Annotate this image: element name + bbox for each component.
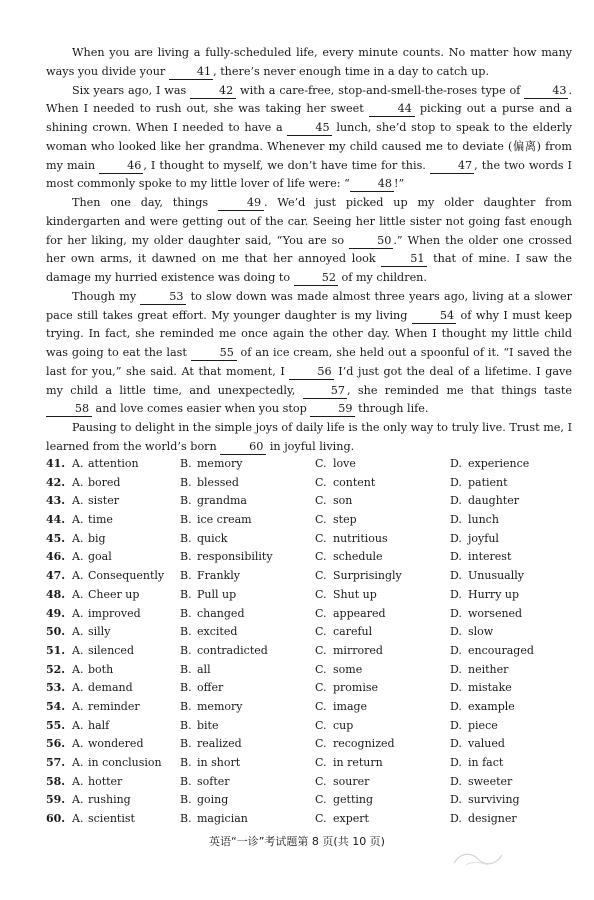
option-letter-a: A. (72, 812, 84, 826)
passage-text: , there’s never enough time in a day to catch up. (213, 64, 489, 78)
option-letter-c: C. (315, 531, 327, 545)
option-letter-d: D. (450, 699, 462, 713)
option-d-text: mistake (468, 681, 512, 695)
passage-text: Then one day, things (72, 196, 218, 209)
option-c-text: some (333, 662, 363, 676)
option-d-text: sweeter (468, 774, 513, 788)
option-letter-b: B. (180, 756, 192, 769)
passage-text: and love comes easier when you stop (92, 402, 311, 416)
option-letter-c: C. (315, 662, 327, 676)
option-c-text: nutritious (333, 531, 388, 545)
option-letter-c: C. (315, 513, 327, 527)
option-a-text: rushing (88, 793, 131, 807)
option-row (46, 698, 576, 717)
blank-53: 53 (140, 289, 186, 305)
blank-47: 47 (430, 158, 474, 174)
option-letter-c: C. (315, 587, 327, 601)
passage-text: When you are living a fully-scheduled life, every minute counts. No matter how many ways you divide your (46, 46, 572, 78)
option-b-text: grandma (197, 494, 247, 508)
option-letter-d: D. (450, 643, 462, 657)
option-c-text: mirrored (333, 643, 383, 657)
option-letter-b: B. (180, 569, 192, 583)
option-letter-a: A. (72, 531, 84, 545)
passage-text: of my children. (337, 271, 427, 284)
question-number: 51. (46, 643, 66, 657)
option-b-text: changed (197, 606, 245, 620)
option-row (46, 567, 576, 586)
option-row (46, 717, 576, 736)
option-a-text: bored (88, 475, 121, 489)
passage-text: with a care-free, stop-and-smell-the-roses type of (236, 83, 525, 97)
option-row (46, 586, 576, 605)
option-letter-c: C. (315, 774, 327, 788)
passage-text: that of mine. I saw the damage my hurried existence was doing to (46, 252, 572, 284)
passage-text: through life. (354, 402, 429, 416)
option-d-text: interest (468, 550, 512, 564)
blank-58: 58 (46, 401, 92, 417)
option-letter-b: B. (180, 643, 192, 657)
option-c-text: sourer (333, 774, 370, 788)
option-letter-b: B. (180, 699, 192, 713)
option-d-text: experience (468, 457, 530, 470)
option-b-text: memory (197, 699, 243, 713)
question-number: 54. (46, 699, 66, 713)
option-letter-b: B. (180, 457, 192, 470)
option-letter-b: B. (180, 475, 192, 489)
option-letter-a: A. (72, 606, 84, 620)
option-row (46, 642, 576, 661)
option-letter-b: B. (180, 550, 192, 564)
option-b-text: Frankly (197, 569, 240, 583)
question-number: 55. (46, 718, 66, 732)
option-row (46, 773, 576, 792)
blank-54: 54 (412, 308, 456, 324)
option-row (46, 605, 576, 624)
option-letter-a: A. (72, 662, 84, 676)
option-letter-a: A. (72, 681, 84, 695)
option-b-text: offer (197, 681, 224, 695)
option-letter-c: C. (315, 625, 327, 639)
blank-60: 60 (220, 439, 266, 455)
option-letter-b: B. (180, 662, 192, 676)
blank-50: 50 (349, 233, 393, 249)
question-number: 47. (46, 569, 66, 583)
option-b-text: excited (197, 625, 238, 639)
blank-45: 45 (287, 120, 331, 136)
option-a-text: Cheer up (88, 587, 140, 601)
option-row (46, 455, 576, 474)
option-letter-a: A. (72, 587, 84, 601)
page-footer: 英语“一诊”考试题第 8 页(共 10 页) (209, 835, 385, 848)
option-letter-d: D. (450, 475, 462, 489)
option-d-text: valued (468, 737, 505, 751)
option-c-text: step (333, 513, 357, 527)
option-letter-c: C. (315, 681, 327, 695)
blank-57: 57 (303, 383, 347, 399)
option-letter-b: B. (180, 718, 192, 732)
option-a-text: wondered (88, 737, 144, 751)
option-letter-c: C. (315, 718, 327, 732)
question-number: 57. (46, 756, 66, 769)
option-c-text: image (333, 699, 368, 713)
blank-48: 48 (350, 176, 394, 192)
blank-44: 44 (369, 101, 415, 117)
option-letter-a: A. (72, 643, 84, 657)
blank-49: 49 (218, 195, 264, 211)
option-letter-a: A. (72, 774, 84, 788)
option-letter-b: B. (180, 774, 192, 788)
option-d-text: designer (468, 812, 517, 826)
option-d-text: joyful (468, 531, 499, 545)
answer-options (46, 455, 576, 829)
question-number: 59. (46, 793, 66, 807)
passage-text: picking out a purse and a shining crown. When I needed to have a (46, 102, 572, 134)
option-b-text: responsibility (197, 550, 273, 564)
option-letter-d: D. (450, 494, 462, 508)
option-letter-c: C. (315, 550, 327, 564)
option-a-text: big (88, 531, 106, 545)
option-row (46, 548, 576, 567)
option-c-text: promise (333, 681, 379, 695)
option-c-text: love (333, 457, 356, 470)
option-letter-b: B. (180, 812, 192, 826)
option-c-text: content (333, 475, 376, 489)
passage-text: , she reminded me that things taste (346, 383, 572, 397)
option-d-text: encouraged (468, 643, 534, 657)
paragraph-4 (46, 288, 572, 419)
option-b-text: contradicted (197, 643, 268, 657)
passage-text: to slow down was made almost three years ago, living at a slower pace still takes great effort. My younger daughter is my living (46, 289, 572, 322)
option-b-text: magician (197, 812, 248, 826)
option-d-text: in fact (468, 756, 504, 769)
option-letter-a: A. (72, 475, 84, 489)
option-row (46, 474, 576, 493)
option-a-text: reminder (88, 699, 140, 713)
option-letter-c: C. (315, 812, 327, 826)
option-d-text: neither (468, 662, 509, 676)
option-letter-a: A. (72, 550, 84, 564)
question-number: 50. (46, 625, 66, 639)
option-letter-d: D. (450, 513, 462, 527)
option-d-text: Unusually (468, 569, 524, 583)
blank-43: 43 (524, 83, 568, 99)
option-b-text: ice cream (197, 513, 252, 527)
option-letter-d: D. (450, 812, 462, 826)
option-c-text: expert (333, 812, 369, 826)
option-a-text: attention (88, 457, 139, 470)
blank-46: 46 (99, 158, 143, 174)
option-letter-b: B. (180, 494, 192, 508)
question-number: 60. (46, 812, 66, 826)
passage-text: . We’d just picked up my older daughter from kindergarten and were getting out of the car. Seeing her little sister not going fast enough for her liking, my older daughter said, “You are so (46, 196, 572, 247)
paragraph-2 (46, 82, 572, 195)
option-row (46, 679, 576, 698)
option-row (46, 735, 576, 754)
passage-text: Six years ago, I was (72, 83, 191, 97)
option-letter-b: B. (180, 606, 192, 620)
blank-56: 56 (289, 364, 333, 380)
option-letter-c: C. (315, 457, 327, 470)
passage-text: in joyful living. (266, 439, 355, 453)
option-a-text: scientist (88, 812, 135, 826)
option-letter-b: B. (180, 587, 192, 601)
option-c-text: Shut up (333, 587, 377, 601)
option-letter-c: C. (315, 475, 327, 489)
option-a-text: demand (88, 681, 133, 695)
option-letter-c: C. (315, 793, 327, 807)
option-letter-b: B. (180, 513, 192, 527)
option-letter-d: D. (450, 606, 462, 620)
blank-59: 59 (310, 401, 354, 417)
option-letter-c: C. (315, 606, 327, 620)
option-b-text: softer (197, 774, 230, 788)
blank-42: 42 (190, 83, 236, 99)
option-row (46, 511, 576, 530)
option-b-text: all (197, 662, 211, 676)
option-letter-d: D. (450, 587, 462, 601)
blank-52: 52 (294, 270, 338, 286)
option-letter-b: B. (180, 625, 192, 639)
option-a-text: silly (88, 625, 111, 639)
option-c-text: careful (333, 625, 373, 639)
option-letter-c: C. (315, 699, 327, 713)
question-number: 43. (46, 494, 66, 508)
question-number: 42. (46, 475, 66, 489)
option-letter-a: A. (72, 718, 84, 732)
option-a-text: improved (88, 606, 141, 620)
option-letter-d: D. (450, 625, 462, 639)
cloze-passage (46, 44, 572, 457)
passage-text: Pausing to delight in the simple joys of daily life is the only way to truly live. Trust me, I learned from the world’s born (46, 421, 572, 453)
paragraph-3 (46, 194, 572, 288)
passage-text: , the two words I most commonly spoke to my little lover of life were: “ (46, 158, 572, 191)
option-row (46, 623, 576, 642)
option-a-text: half (88, 718, 110, 732)
option-letter-a: A. (72, 756, 84, 769)
option-letter-d: D. (450, 457, 462, 470)
option-b-text: memory (197, 457, 243, 470)
option-letter-d: D. (450, 550, 462, 564)
option-row (46, 810, 576, 829)
option-letter-d: D. (450, 718, 462, 732)
passage-text: I’d just got the deal of a lifetime. I gave my child a little time, and unexpectedly, (46, 364, 572, 397)
option-letter-a: A. (72, 457, 84, 470)
option-letter-b: B. (180, 531, 192, 545)
question-number: 41. (46, 457, 66, 470)
passage-text: !” (394, 177, 405, 191)
question-number: 46. (46, 550, 66, 564)
option-row (46, 661, 576, 680)
option-letter-a: A. (72, 569, 84, 583)
option-d-text: daughter (468, 494, 519, 508)
passage-text: .” When the older one crossed her own arms, it dawned on me that her annoyed look (46, 233, 572, 266)
option-a-text: Consequently (88, 569, 165, 583)
option-b-text: realized (197, 737, 242, 751)
question-number: 44. (46, 513, 66, 527)
option-d-text: slow (468, 625, 494, 639)
option-letter-a: A. (72, 737, 84, 751)
option-letter-a: A. (72, 513, 84, 527)
paragraph-1 (46, 44, 572, 82)
option-letter-b: B. (180, 737, 192, 751)
question-number: 58. (46, 774, 66, 788)
question-number: 52. (46, 662, 66, 676)
option-d-text: surviving (468, 793, 520, 807)
option-d-text: piece (468, 718, 498, 732)
option-letter-c: C. (315, 756, 327, 769)
option-c-text: son (333, 494, 353, 508)
option-c-text: recognized (333, 737, 395, 751)
option-a-text: silenced (88, 643, 134, 657)
option-b-text: Pull up (197, 587, 237, 601)
option-a-text: both (88, 662, 114, 676)
option-b-text: in short (197, 756, 241, 769)
passage-text: of why I must keep trying. In fact, she reminded me once again the other day. When I thought my little child was going to eat the last (46, 308, 572, 359)
option-letter-d: D. (450, 774, 462, 788)
option-a-text: sister (88, 494, 119, 508)
option-letter-c: C. (315, 494, 327, 508)
blank-55: 55 (191, 345, 237, 361)
question-number: 53. (46, 681, 66, 695)
passage-text: lunch, she’d stop to speak to the elderly woman who looked like her grandma. Whenever my child caused me to deviate (偏离) from my main (46, 121, 572, 172)
option-b-text: blessed (197, 475, 239, 489)
option-a-text: in conclusion (88, 756, 162, 769)
option-d-text: lunch (468, 513, 499, 527)
option-letter-d: D. (450, 681, 462, 695)
option-d-text: patient (468, 475, 508, 489)
blank-51: 51 (381, 251, 427, 267)
option-d-text: Hurry up (468, 587, 520, 601)
question-number: 56. (46, 737, 66, 751)
option-c-text: Surprisingly (333, 569, 402, 583)
option-b-text: bite (197, 718, 219, 732)
option-letter-d: D. (450, 569, 462, 583)
option-row (46, 754, 576, 773)
option-row (46, 791, 576, 810)
option-letter-d: D. (450, 531, 462, 545)
passage-text: Though my (72, 289, 141, 303)
option-c-text: schedule (333, 550, 383, 564)
blank-41: 41 (169, 64, 213, 80)
option-letter-d: D. (450, 662, 462, 676)
option-b-text: quick (197, 531, 228, 545)
option-c-text: getting (333, 793, 374, 807)
question-number: 49. (46, 606, 66, 620)
option-letter-d: D. (450, 756, 462, 769)
option-letter-c: C. (315, 569, 327, 583)
option-row (46, 492, 576, 511)
option-letter-a: A. (72, 699, 84, 713)
option-letter-d: D. (450, 737, 462, 751)
passage-text: of an ice cream, she held out a spoonful of it. “I saved the last for you,” she said. At that moment, I (46, 346, 572, 378)
pencil-mark-icon (448, 843, 508, 873)
option-c-text: appeared (333, 606, 386, 620)
option-d-text: example (468, 699, 515, 713)
option-letter-d: D. (450, 793, 462, 807)
passage-text: , I thought to myself, we don’t have time for this. (143, 158, 430, 172)
question-number: 45. (46, 531, 66, 545)
option-letter-a: A. (72, 625, 84, 639)
option-letter-a: A. (72, 494, 84, 508)
option-row (46, 530, 576, 549)
passage-text: . When I needed to rush out, she was taking her sweet (46, 83, 573, 116)
option-letter-c: C. (315, 737, 327, 751)
option-c-text: in return (333, 756, 383, 769)
option-letter-b: B. (180, 681, 192, 695)
option-letter-c: C. (315, 643, 327, 657)
option-c-text: cup (333, 718, 354, 732)
option-b-text: going (197, 793, 229, 807)
option-a-text: hotter (88, 774, 123, 788)
option-a-text: time (88, 513, 113, 527)
option-d-text: worsened (468, 606, 523, 620)
question-number: 48. (46, 587, 66, 601)
option-letter-a: A. (72, 793, 84, 807)
paragraph-5 (46, 419, 572, 457)
option-a-text: goal (88, 550, 112, 564)
option-letter-b: B. (180, 793, 192, 807)
